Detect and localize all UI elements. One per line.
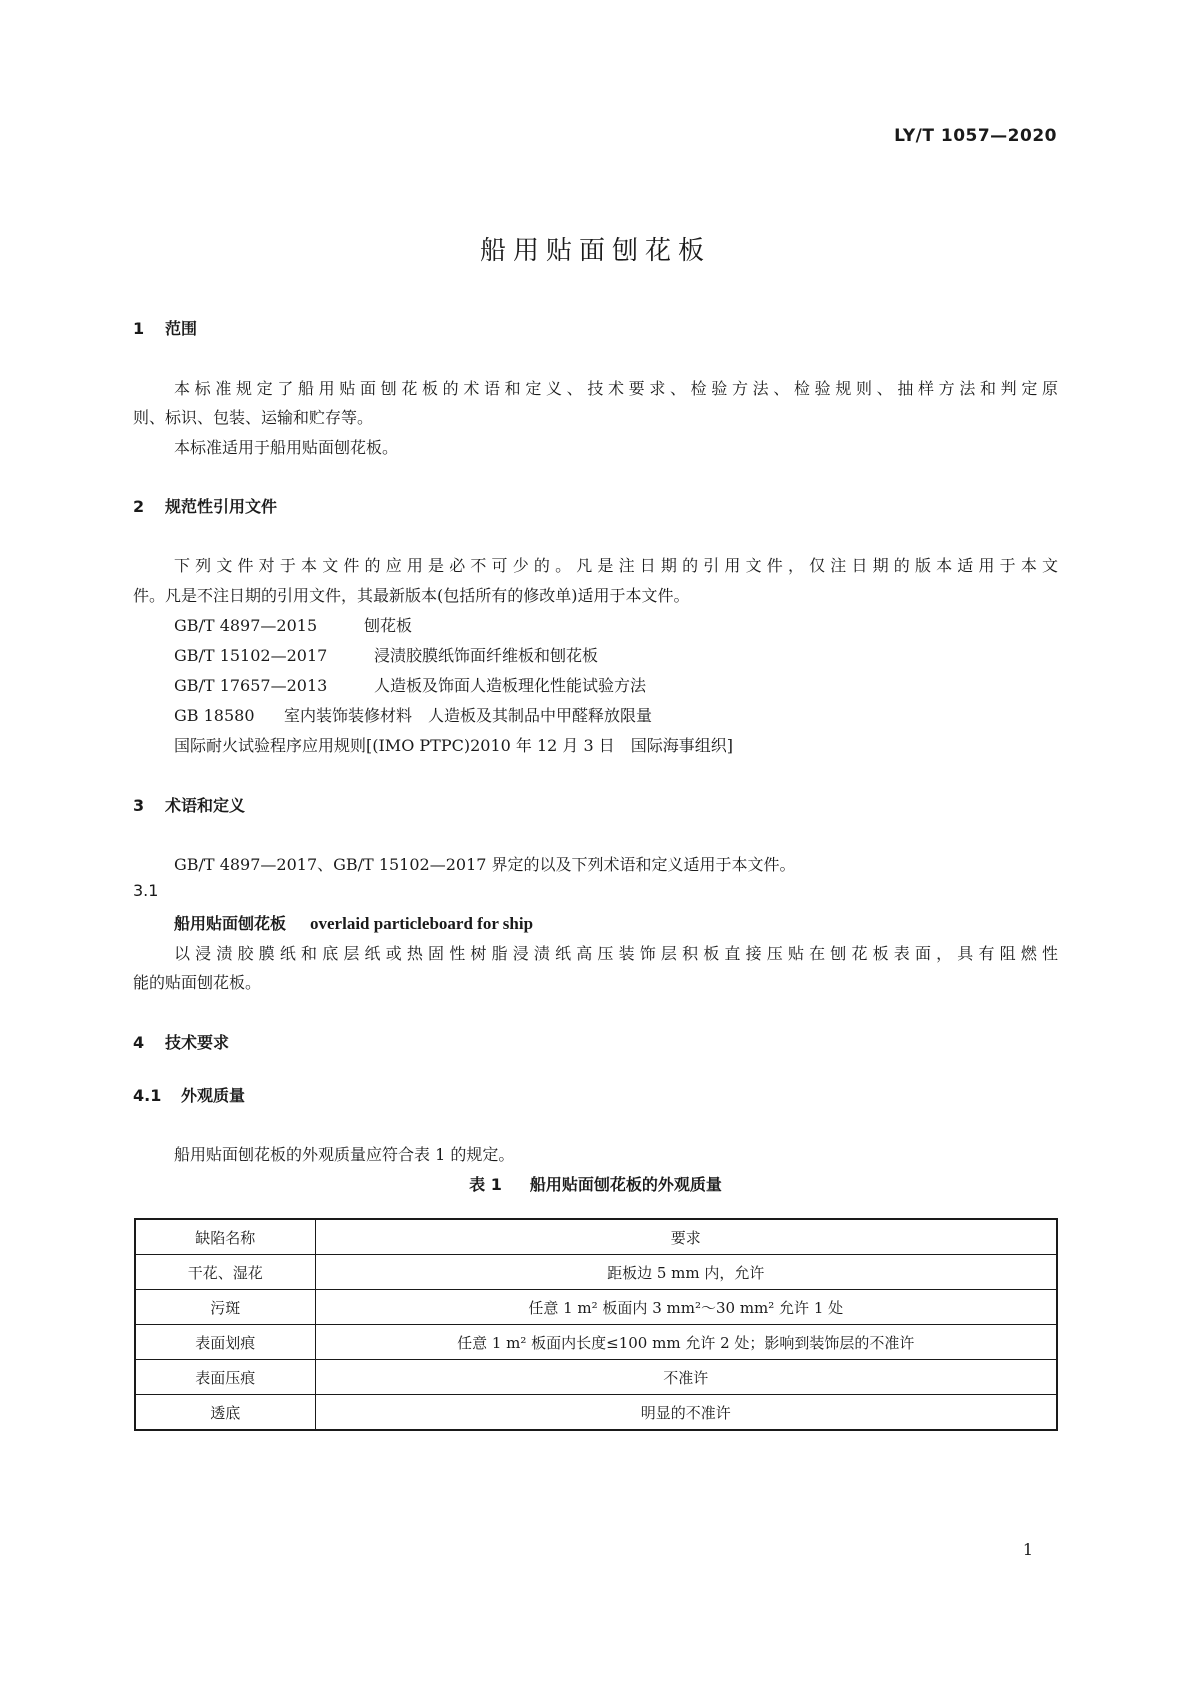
term-cn: 船用贴面刨花板 (174, 914, 287, 933)
defect-name-cell: 表面划痕 (135, 1325, 315, 1360)
section-3-paragraph: GB/T 4897—2017、GB/T 15102—2017 界定的以及下列术语和定义适用于本文件。 (174, 855, 796, 874)
document-title: 船用贴面刨花板 (479, 236, 711, 266)
requirement-cell: 任意 1 m² 板面内 3 mm²～30 mm² 允许 1 处 (315, 1290, 1057, 1325)
subsection-title: 外观质量 (181, 1086, 246, 1105)
section-3-heading (133, 793, 245, 816)
section-4-paragraph: 船用贴面刨花板的外观质量应符合表 1 的规定。 (174, 1145, 515, 1164)
table-row (135, 1360, 1057, 1395)
defect-name-cell: 干花、湿花 (135, 1255, 315, 1290)
standard-code: LY/T 1057—2020 (894, 126, 1057, 146)
section-number: 1 (133, 319, 145, 338)
section-number: 4 (133, 1033, 145, 1052)
section-title: 技术要求 (165, 1033, 230, 1052)
table-row (135, 1255, 1057, 1290)
reference-item-imo: 国际耐火试验程序应用规则[(IMO PTPC)2010 年 12 月 3 日 国际海事组织] (174, 736, 734, 755)
section-4-heading (133, 1030, 229, 1053)
subsection-4-1-heading (133, 1083, 245, 1106)
term-en: overlaid particleboard for ship (310, 914, 534, 933)
reference-item: GB/T 15102—2017 浸渍胶膜纸饰面纤维板和刨花板 (174, 646, 599, 665)
table-row (135, 1325, 1057, 1360)
section-number: 3 (133, 796, 145, 815)
requirement-cell: 不准许 (315, 1360, 1057, 1395)
section-1-paragraph-line: 则、标识、包装、运输和贮存等。 (133, 408, 374, 427)
section-2-paragraph-line: 下列文件对于本文件的应用是必不可少的。凡是注日期的引用文件，仅注日期的版本适用于本文 (174, 556, 1058, 575)
defect-name-cell: 表面压痕 (135, 1360, 315, 1395)
section-title: 范围 (165, 319, 198, 338)
reference-item: GB 18580 室内装饰装修材料 人造板及其制品中甲醛释放限量 (174, 706, 653, 725)
page-number: 1 (1022, 1540, 1033, 1559)
reference-item: GB/T 4897—2015 刨花板 (174, 616, 413, 635)
table-row (135, 1395, 1057, 1431)
section-2-paragraph-line: 件。凡是不注日期的引用文件，其最新版本(包括所有的修改单)适用于本文件。 (133, 586, 690, 605)
requirement-cell: 明显的不准许 (315, 1395, 1057, 1431)
term-definition-line: 以浸渍胶膜纸和底层纸或热固性树脂浸渍纸高压装饰层积板直接压贴在刨花板表面，具有阻燃性 (174, 944, 1058, 963)
table-header-row (135, 1219, 1057, 1255)
reference-item: GB/T 17657—2013 人造板及饰面人造板理化性能试验方法 (174, 676, 647, 695)
subsection-number: 4.1 (133, 1086, 162, 1105)
requirement-cell: 任意 1 m² 板面内长度≤100 mm 允许 2 处；影响到装饰层的不准许 (315, 1325, 1057, 1360)
table-caption: 表 1 船用贴面刨花板的外观质量 (469, 1175, 722, 1194)
term-heading (174, 911, 533, 934)
section-title: 术语和定义 (165, 796, 246, 815)
requirement-cell: 距板边 5 mm 内，允许 (315, 1255, 1057, 1290)
table-header-cell: 缺陷名称 (135, 1219, 315, 1255)
appearance-quality-table (134, 1218, 1058, 1431)
term-number: 3.1 (133, 881, 159, 900)
table-header-cell: 要求 (315, 1219, 1057, 1255)
term-definition-line: 能的贴面刨花板。 (133, 973, 262, 992)
section-number: 2 (133, 497, 145, 516)
defect-name-cell: 透底 (135, 1395, 315, 1431)
section-title: 规范性引用文件 (165, 497, 278, 516)
section-1-heading (133, 316, 197, 339)
section-1-paragraph-line: 本标准规定了船用贴面刨花板的术语和定义、技术要求、检验方法、检验规则、抽样方法和判定原 (174, 379, 1058, 398)
defect-name-cell: 污斑 (135, 1290, 315, 1325)
section-1-paragraph: 本标准适用于船用贴面刨花板。 (174, 438, 399, 457)
table-row (135, 1290, 1057, 1325)
section-2-heading (133, 494, 277, 517)
